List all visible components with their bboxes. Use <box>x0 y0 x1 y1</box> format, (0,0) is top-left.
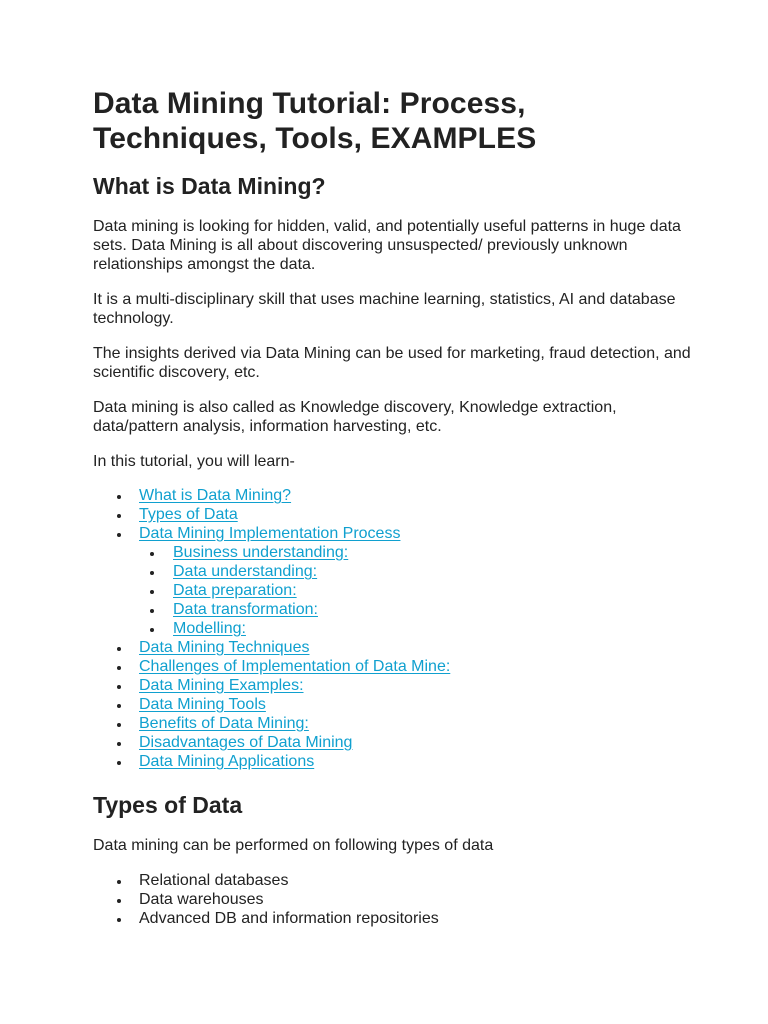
section-heading-types-of-data: Types of Data <box>93 792 243 818</box>
list-item-label: Advanced DB and information repositories <box>139 910 439 927</box>
toc-link-data-understanding[interactable]: Data understanding: <box>173 563 318 580</box>
list-item <box>93 909 693 928</box>
list-item <box>93 505 693 524</box>
list-item <box>93 714 693 733</box>
toc-link-types-of-data[interactable]: Types of Data <box>139 506 238 523</box>
toc-link-benefits[interactable]: Benefits of Data Mining: <box>139 715 309 732</box>
paragraph-toc-intro: In this tutorial, you will learn- <box>93 453 295 470</box>
list-item <box>93 695 693 714</box>
section-heading-what-is: What is Data Mining? <box>93 173 326 199</box>
toc-link-data-preparation[interactable]: Data preparation: <box>173 582 297 599</box>
toc-link-what-is[interactable]: What is Data Mining? <box>139 487 292 504</box>
toc-link-data-transformation[interactable]: Data transformation: <box>173 601 318 618</box>
list-item <box>93 890 693 909</box>
toc-link-examples[interactable]: Data Mining Examples: <box>139 677 304 694</box>
document-content <box>93 86 693 928</box>
toc-link-challenges[interactable]: Challenges of Implementation of Data Mine: <box>139 658 451 675</box>
toc-link-techniques[interactable]: Data Mining Techniques <box>139 639 310 656</box>
table-of-contents <box>93 486 693 771</box>
paragraph-definition: Data mining is looking for hidden, valid, and potentially useful patterns in huge data sets. Data Mining is all about discovering unsuspected/ previously unknown relationships amongst the data. <box>93 218 681 273</box>
list-item <box>93 600 693 619</box>
paragraph-insights: The insights derived via Data Mining can be used for marketing, fraud detection, and scientific discovery, etc. <box>93 345 691 381</box>
list-item <box>93 676 693 695</box>
toc-link-tools[interactable]: Data Mining Tools <box>139 696 266 713</box>
list-item <box>93 871 693 890</box>
page-title: Data Mining Tutorial: Process, Techniques, Tools, EXAMPLES <box>93 87 537 155</box>
toc-link-applications[interactable]: Data Mining Applications <box>139 753 315 770</box>
toc-link-modelling[interactable]: Modelling: <box>173 620 246 637</box>
list-item <box>93 524 693 543</box>
list-item <box>93 657 693 676</box>
list-item <box>93 619 693 638</box>
list-item <box>93 486 693 505</box>
toc-link-business-understanding[interactable]: Business understanding: <box>173 544 349 561</box>
list-item <box>93 638 693 657</box>
list-item <box>93 562 693 581</box>
paragraph-multidisciplinary: It is a multi-disciplinary skill that uses machine learning, statistics, AI and database technology. <box>93 291 676 327</box>
paragraph-aliases: Data mining is also called as Knowledge discovery, Knowledge extraction, data/pattern analysis, information harvesting, etc. <box>93 399 617 435</box>
list-item <box>93 752 693 771</box>
list-item <box>93 581 693 600</box>
list-item <box>93 543 693 562</box>
list-item-label: Relational databases <box>139 872 289 889</box>
list-item-label: Data warehouses <box>139 891 264 908</box>
data-types-list <box>93 871 693 928</box>
toc-link-implementation-process[interactable]: Data Mining Implementation Process <box>139 525 401 542</box>
paragraph-types-intro: Data mining can be performed on following types of data <box>93 837 494 854</box>
list-item <box>93 733 693 752</box>
toc-link-disadvantages[interactable]: Disadvantages of Data Mining <box>139 734 353 751</box>
